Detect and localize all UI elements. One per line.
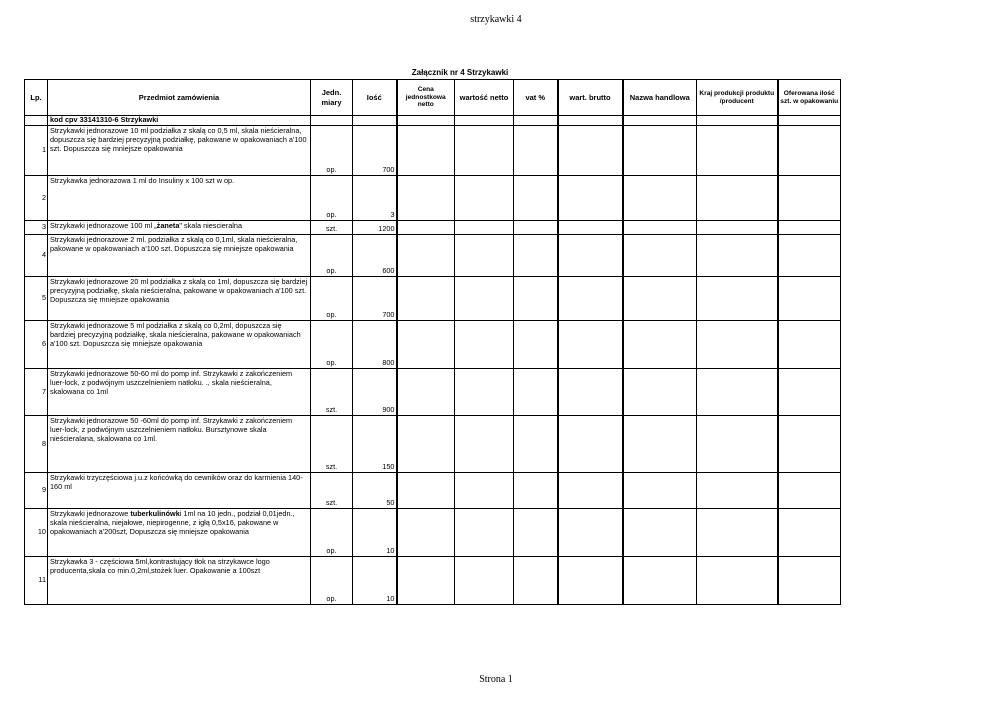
gross-value-cell bbox=[558, 176, 623, 221]
origin-cell bbox=[697, 509, 778, 557]
quantity: 150 bbox=[353, 416, 397, 473]
trade-name-cell bbox=[623, 416, 697, 473]
item-description-emphasis: żaneta bbox=[156, 221, 180, 230]
item-description-text: Strzykawki jednorazowe 100 ml „ bbox=[50, 221, 157, 230]
row-number: 9 bbox=[25, 473, 48, 509]
pack-qty-cell bbox=[778, 509, 841, 557]
vat-cell bbox=[514, 369, 558, 416]
table-row bbox=[25, 321, 841, 369]
unit-of-measure: szt. bbox=[311, 416, 353, 473]
quantity: 50 bbox=[353, 473, 397, 509]
gross-value-cell bbox=[558, 235, 623, 277]
trade-name-cell bbox=[623, 235, 697, 277]
pack-qty-cell bbox=[778, 369, 841, 416]
table-row bbox=[25, 509, 841, 557]
vat-cell bbox=[514, 416, 558, 473]
header-pack-qty: Oferowana ilość szt. w opakowaniu bbox=[778, 80, 841, 116]
net-value-cell bbox=[455, 221, 514, 235]
origin-cell bbox=[697, 473, 778, 509]
item-description-emphasis: tuberkulinówk bbox=[130, 509, 180, 518]
net-value-cell bbox=[455, 126, 514, 176]
pack-qty-cell bbox=[778, 126, 841, 176]
page-header-title: strzykawki 4 bbox=[470, 14, 522, 25]
item-description-text: Strzykawki trzyczęściowa j.u.z końcówką do cewników oraz do karmienia 140-160 ml bbox=[50, 473, 303, 491]
unit-of-measure: op. bbox=[311, 321, 353, 369]
net-value-cell bbox=[455, 416, 514, 473]
item-description-text: Strzykawki jednorazowe 2 ml. podziałka z skalą co 0,1ml, skala nieścieralna, pakowane w opakowaniach a'100 szt. Dopuszcza się mniejsze opakowania bbox=[50, 235, 298, 253]
vat-cell bbox=[514, 277, 558, 321]
vat-cell bbox=[514, 321, 558, 369]
vat-cell bbox=[514, 126, 558, 176]
quantity: 3 bbox=[353, 176, 397, 221]
item-description-text: Strzykawki jednorazowe 5 ml podziałka z skalą co 0,2ml, dopuszcza się bardziej precyzyjną podziałkę, skala nieścieralna, pakowane w opakowaniach a'100 szt. Dopuszcza się mniejsze opakowania bbox=[50, 321, 301, 348]
quantity: 600 bbox=[353, 235, 397, 277]
item-description-text-cont: " skala niescieralna bbox=[179, 221, 243, 230]
origin-cell bbox=[697, 369, 778, 416]
header-gross-value: wart. brutto bbox=[558, 80, 623, 116]
unit-of-measure: op. bbox=[311, 509, 353, 557]
origin-cell bbox=[697, 235, 778, 277]
item-description bbox=[48, 176, 311, 221]
unit-price-cell bbox=[397, 369, 455, 416]
page-footer: Strona 1 bbox=[479, 674, 513, 685]
vat-cell bbox=[514, 221, 558, 235]
table-row bbox=[25, 473, 841, 509]
origin-cell bbox=[697, 221, 778, 235]
quantity: 10 bbox=[353, 557, 397, 605]
trade-name-cell bbox=[623, 321, 697, 369]
row-number: 5 bbox=[25, 277, 48, 321]
item-description bbox=[48, 321, 311, 369]
gross-value-cell bbox=[558, 473, 623, 509]
row-number: 6 bbox=[25, 321, 48, 369]
header-item: Przedmiot zamówienia bbox=[48, 80, 311, 116]
row-number: 1 bbox=[25, 126, 48, 176]
unit-price-cell bbox=[397, 321, 455, 369]
item-description bbox=[48, 235, 311, 277]
header-unit-price: Cena jednostkowa netto bbox=[397, 80, 455, 116]
header-vat: vat % bbox=[514, 80, 558, 116]
item-description-text: Strzykawki jednorazowe 50-60 ml do pomp inf. Strzykawki z zakończeniem luer-lock, z podwójnym uszczelnieniem natłoku. ., skala nieścieralna, skalowana co 1ml bbox=[50, 369, 293, 396]
table-row bbox=[25, 557, 841, 605]
unit-price-cell bbox=[397, 557, 455, 605]
origin-cell bbox=[697, 321, 778, 369]
gross-value-cell bbox=[558, 221, 623, 235]
item-description-text: Strzykawki jednorazowe bbox=[50, 509, 131, 518]
row-number: 4 bbox=[25, 235, 48, 277]
header-net-value: wartość netto bbox=[455, 80, 514, 116]
unit-of-measure: szt. bbox=[311, 473, 353, 509]
vat-cell bbox=[514, 557, 558, 605]
net-value-cell bbox=[455, 235, 514, 277]
unit-price-cell bbox=[397, 277, 455, 321]
net-value-cell bbox=[455, 557, 514, 605]
net-value-cell bbox=[455, 473, 514, 509]
gross-value-cell bbox=[558, 416, 623, 473]
gross-value-cell bbox=[558, 509, 623, 557]
header-trade-name: Nazwa handlowa bbox=[623, 80, 697, 116]
item-description bbox=[48, 126, 311, 176]
unit-price-cell bbox=[397, 509, 455, 557]
item-description bbox=[48, 277, 311, 321]
gross-value-cell bbox=[558, 557, 623, 605]
vat-cell bbox=[514, 509, 558, 557]
origin-cell bbox=[697, 416, 778, 473]
table-row bbox=[25, 277, 841, 321]
item-description-text: Strzykawka jednorazowa 1 ml do Insuliny x 100 szt w op. bbox=[50, 176, 235, 185]
row-number: 7 bbox=[25, 369, 48, 416]
order-table bbox=[24, 79, 841, 605]
item-description-text: Strzykawki jednorazowe 10 ml podziałka z skalą co 0,5 ml, skala nieścieralna, dopuszcza się bardziej precyzyjną podziałkę, pakowane w opakowaniach a'100 szt. Dopuszcza się mniejsze opakowania bbox=[50, 126, 307, 153]
pack-qty-cell bbox=[778, 176, 841, 221]
quantity: 700 bbox=[353, 126, 397, 176]
net-value-cell bbox=[455, 176, 514, 221]
item-description bbox=[48, 369, 311, 416]
pack-qty-cell bbox=[778, 557, 841, 605]
net-value-cell bbox=[455, 321, 514, 369]
header-lp: Lp. bbox=[25, 80, 48, 116]
cpv-lp-cell bbox=[25, 116, 48, 126]
trade-name-cell bbox=[623, 473, 697, 509]
origin-cell bbox=[697, 126, 778, 176]
item-description bbox=[48, 416, 311, 473]
trade-name-cell bbox=[623, 557, 697, 605]
header-unit: Jedn. miary bbox=[311, 80, 353, 116]
unit-of-measure: op. bbox=[311, 126, 353, 176]
vat-cell bbox=[514, 235, 558, 277]
item-description-text: Strzykawki jednorazowe 20 ml podziałka z skalą co 1ml, dopuszcza się bardziej precyzyjną podziałkę, skala nieścieralna, pakowane w opakowaniach a'100 szt. Dopuszcza się mniejsze opakowania bbox=[50, 277, 308, 304]
pack-qty-cell bbox=[778, 277, 841, 321]
trade-name-cell bbox=[623, 221, 697, 235]
unit-of-measure: szt. bbox=[311, 221, 353, 235]
origin-cell bbox=[697, 557, 778, 605]
row-number: 3 bbox=[25, 221, 48, 235]
table-row bbox=[25, 235, 841, 277]
origin-cell bbox=[697, 277, 778, 321]
annex-title: Załącznik nr 4 Strzykawki bbox=[411, 68, 509, 77]
vat-cell bbox=[514, 176, 558, 221]
row-number: 2 bbox=[25, 176, 48, 221]
gross-value-cell bbox=[558, 321, 623, 369]
pack-qty-cell bbox=[778, 416, 841, 473]
unit-of-measure: op. bbox=[311, 277, 353, 321]
trade-name-cell bbox=[623, 126, 697, 176]
item-description bbox=[48, 473, 311, 509]
quantity: 1200 bbox=[353, 221, 397, 235]
row-number: 10 bbox=[25, 509, 48, 557]
unit-price-cell bbox=[397, 416, 455, 473]
pack-qty-cell bbox=[778, 473, 841, 509]
table-row bbox=[25, 369, 841, 416]
unit-of-measure: op. bbox=[311, 176, 353, 221]
header-origin: Kraj produkcji produktu /producent bbox=[697, 80, 778, 116]
table-body bbox=[25, 116, 841, 605]
quantity: 10 bbox=[353, 509, 397, 557]
cpv-label: kod cpv 33141310-6 Strzykawki bbox=[48, 116, 311, 126]
quantity: 700 bbox=[353, 277, 397, 321]
unit-of-measure: op. bbox=[311, 235, 353, 277]
item-description bbox=[48, 221, 311, 235]
item-description-text-cont: i 1ml na 10 jedn., podział 0,01jedn., skala nieścieralna, niejałowe, niepirogenne, z igłą 0,5x16, pakowane w opakowaniach a'200szt, Dopuszcza się mniejsze opakowania bbox=[50, 509, 295, 536]
row-number: 8 bbox=[25, 416, 48, 473]
unit-of-measure: szt. bbox=[311, 369, 353, 416]
pack-qty-cell bbox=[778, 235, 841, 277]
unit-price-cell bbox=[397, 473, 455, 509]
item-description-text: Strzykawki jednorazowe 50 -60ml do pomp inf. Strzykawki z zakończeniem luer-lock, z podwójnym uszczelnieniem natłoku. Bursztynowe skala nieścieralana, skalowana co 1ml. bbox=[50, 416, 293, 443]
gross-value-cell bbox=[558, 126, 623, 176]
net-value-cell bbox=[455, 509, 514, 557]
pack-qty-cell bbox=[778, 221, 841, 235]
item-description bbox=[48, 509, 311, 557]
table-row bbox=[25, 126, 841, 176]
gross-value-cell bbox=[558, 277, 623, 321]
trade-name-cell bbox=[623, 509, 697, 557]
quantity: 800 bbox=[353, 321, 397, 369]
net-value-cell bbox=[455, 277, 514, 321]
header-qty: Iość bbox=[353, 80, 397, 116]
item-description bbox=[48, 557, 311, 605]
quantity: 900 bbox=[353, 369, 397, 416]
unit-price-cell bbox=[397, 235, 455, 277]
trade-name-cell bbox=[623, 176, 697, 221]
table-row bbox=[25, 416, 841, 473]
item-description-text: Strzykawka 3 - częściowa 5ml,kontrastujący tłok na strzykawce logo producenta,skala co min.0,2ml,stożek luer. Opakowanie a 100szt bbox=[50, 557, 270, 575]
trade-name-cell bbox=[623, 277, 697, 321]
unit-price-cell bbox=[397, 176, 455, 221]
origin-cell bbox=[697, 176, 778, 221]
trade-name-cell bbox=[623, 369, 697, 416]
row-number: 11 bbox=[25, 557, 48, 605]
unit-of-measure: op. bbox=[311, 557, 353, 605]
table-row bbox=[25, 221, 841, 235]
table-row bbox=[25, 176, 841, 221]
net-value-cell bbox=[455, 369, 514, 416]
vat-cell bbox=[514, 473, 558, 509]
pack-qty-cell bbox=[778, 321, 841, 369]
unit-price-cell bbox=[397, 221, 455, 235]
unit-price-cell bbox=[397, 126, 455, 176]
gross-value-cell bbox=[558, 369, 623, 416]
